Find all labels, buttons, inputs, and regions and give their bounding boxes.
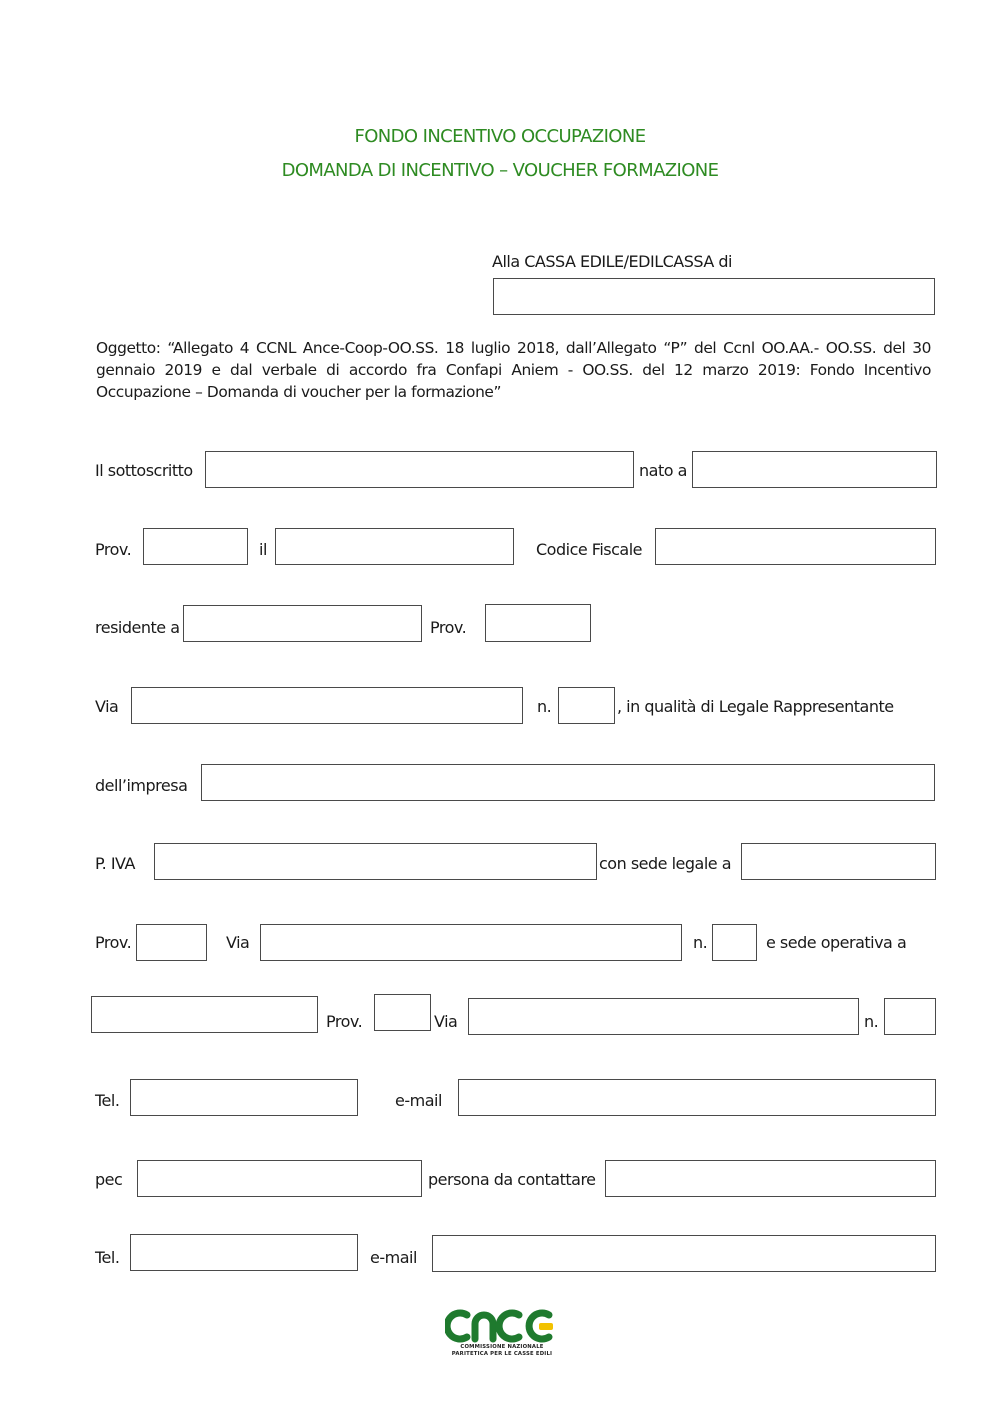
label-qualita: , in qualità di Legale Rappresentante [617,697,894,716]
form-title: FONDO INCENTIVO OCCUPAZIONE [354,126,646,147]
label-email-1: e-mail [395,1091,442,1110]
label-sottoscritto: Il sottoscritto [95,461,193,480]
residente-a-field[interactable] [183,605,422,642]
label-tel-2: Tel. [95,1248,120,1267]
via-sede-operativa-field[interactable] [468,998,859,1035]
codice-fiscale-field[interactable] [655,528,936,565]
prov-sede-legale-field[interactable] [136,924,207,961]
label-via-sede-operativa: Via [434,1012,458,1031]
pec-field[interactable] [137,1160,422,1197]
subject-paragraph: Oggetto: “Allegato 4 CCNL Ance-Coop-OO.SS. 18 luglio 2018, dall’Allegato “P” del Ccnl OO.AA.- OO.SS. del 30 gennaio 2019 e dal verbale di accordo fra Confapi Aniem - OO.SS. del 12 marzo 2019: Fondo Incentivo Occupazione – Domanda di voucher per la formazione” [96,339,931,401]
label-impresa: dell’impresa [95,776,188,795]
logo-caption-2: PARITETICA PER LE CASSE EDILI [451,1351,553,1357]
sede-legale-field[interactable] [741,843,936,880]
nato-a-field[interactable] [692,451,937,488]
label-email-2: e-mail [370,1248,417,1267]
logo-caption-1: COMMISSIONE NAZIONALE [460,1344,544,1350]
impresa-field[interactable] [201,764,935,801]
sottoscritto-field[interactable] [205,451,634,488]
persona-contatto-field[interactable] [605,1160,936,1197]
label-prov-sede-operativa: Prov. [326,1012,363,1031]
cassa-edile-field[interactable] [493,278,935,315]
label-n-residenza: n. [537,697,552,716]
label-prov-nascita: Prov. [95,540,132,559]
email-2-field[interactable] [432,1235,936,1272]
tel-1-field[interactable] [130,1079,358,1116]
label-codice-fiscale: Codice Fiscale [536,540,642,559]
prov-sede-operativa-field[interactable] [374,994,431,1031]
label-sede-operativa: e sede operativa a [766,933,907,952]
data-nascita-field[interactable] [275,528,514,565]
n-sede-legale-field[interactable] [712,924,757,961]
piva-field[interactable] [154,843,597,880]
label-n-sede-legale: n. [693,933,708,952]
prov-residenza-field[interactable] [485,604,591,642]
label-tel-1: Tel. [95,1091,120,1110]
label-prov-residenza: Prov. [430,618,467,637]
label-il: il [259,540,267,559]
n-sede-operativa-field[interactable] [884,998,936,1035]
label-residente-a: residente a [95,618,180,637]
via-sede-legale-field[interactable] [260,924,682,961]
label-prov-sede-legale: Prov. [95,933,132,952]
label-n-sede-operativa: n. [864,1012,879,1031]
via-residenza-field[interactable] [131,687,523,724]
label-via-sede-legale: Via [226,933,250,952]
label-persona-contatto: persona da contattare [428,1170,596,1189]
label-pec: pec [95,1170,123,1189]
label-piva: P. IVA [95,854,135,873]
sede-operativa-field[interactable] [91,996,318,1033]
form-subtitle: DOMANDA DI INCENTIVO – VOUCHER FORMAZIONE [281,160,719,181]
prov-nascita-field[interactable] [143,528,248,565]
tel-2-field[interactable] [130,1234,358,1271]
n-residenza-field[interactable] [558,687,615,724]
recipient-label: Alla CASSA EDILE/EDILCASSA di [492,252,732,271]
email-1-field[interactable] [458,1079,936,1116]
label-via-residenza: Via [95,697,119,716]
label-nato-a: nato a [639,461,687,480]
label-sede-legale: con sede legale a [599,854,732,873]
